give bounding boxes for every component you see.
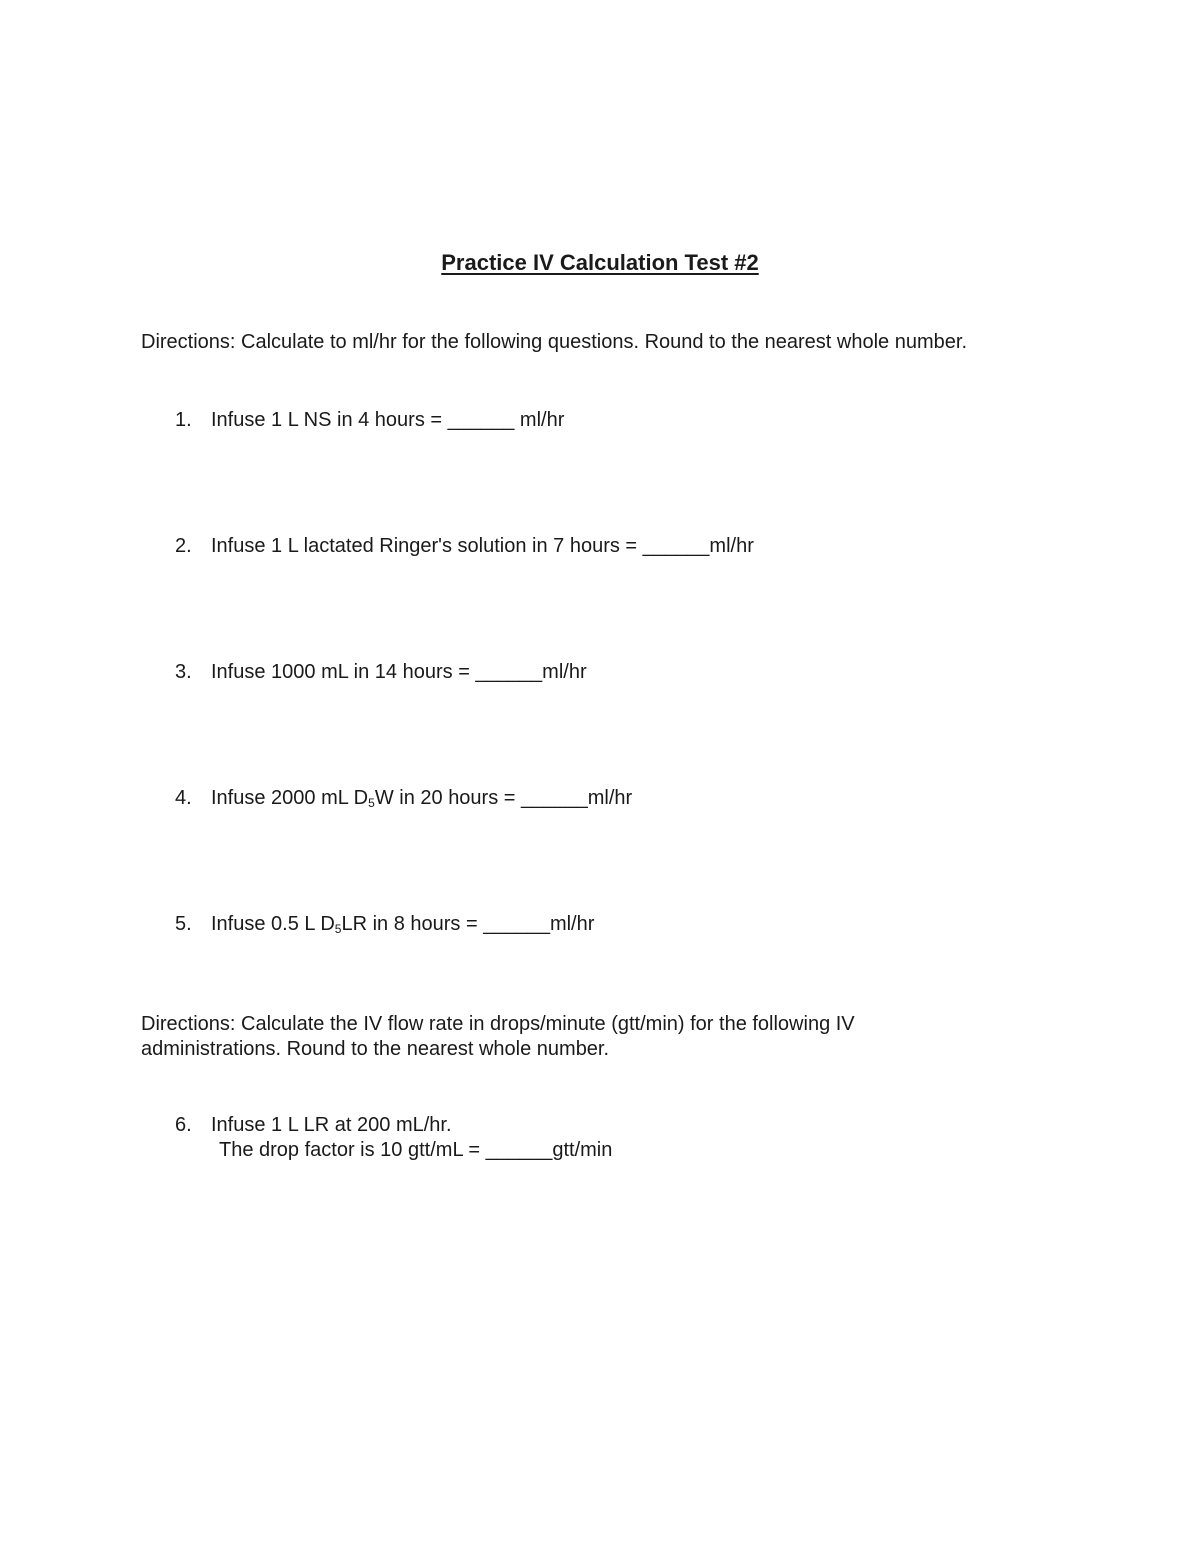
subscript: 5 [334, 922, 342, 936]
question-1 [175, 408, 564, 433]
subscript: 5 [368, 796, 375, 810]
question-text-post: LR in 8 hours = ______ml/hr [341, 913, 595, 935]
question-text: Infuse 1 L LR at 200 mL/hr. [211, 1114, 452, 1136]
directions-section-2 [141, 1012, 1041, 1062]
question-2 [175, 534, 754, 559]
question-6 [175, 1113, 612, 1163]
question-text-line-2: The drop factor is 10 gtt/mL = ______gtt/min [219, 1139, 613, 1161]
question-text-pre: Infuse 0.5 L D [211, 913, 335, 935]
question-number: 6. [175, 1114, 192, 1136]
question-text-pre: Infuse 2000 mL D [211, 787, 369, 809]
question-number: 5. [175, 913, 192, 935]
question-number: 3. [175, 661, 192, 683]
question-number: 2. [175, 535, 192, 557]
question-4 [175, 786, 632, 811]
directions-line-1: Directions: Calculate the IV flow rate in drops/minute (gtt/min) for the following IV [141, 1013, 855, 1035]
question-text: Infuse 1 L lactated Ringer's solution in 7 hours = ______ml/hr [211, 535, 754, 557]
directions-line-2: administrations. Round to the nearest whole number. [141, 1038, 610, 1060]
question-text: Infuse 1000 mL in 14 hours = ______ml/hr [211, 661, 587, 683]
question-number: 1. [175, 409, 192, 431]
question-text: Infuse 1 L NS in 4 hours = ______ ml/hr [211, 409, 565, 431]
question-5 [175, 912, 594, 937]
directions-section-1: Directions: Calculate to ml/hr for the following questions. Round to the nearest whole number. [141, 331, 967, 353]
question-text-post: W in 20 hours = ______ml/hr [374, 787, 633, 809]
question-3 [175, 660, 587, 685]
page-title: Practice IV Calculation Test #2 [441, 250, 759, 275]
question-number: 4. [175, 787, 192, 809]
